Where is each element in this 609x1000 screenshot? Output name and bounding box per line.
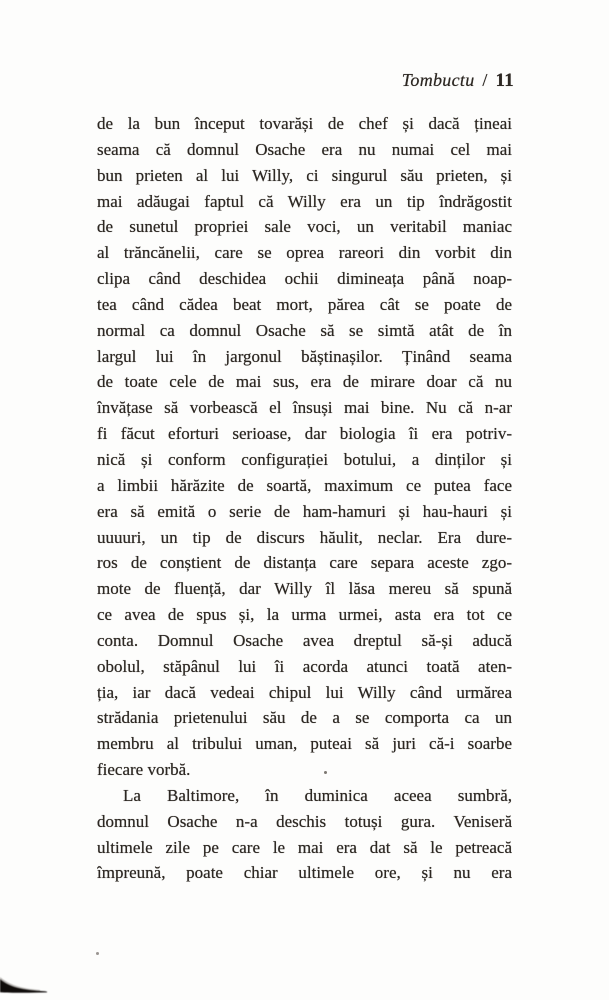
text-line: ultimele zile pe care le mai era dat să le petreacă [97,837,512,857]
text-line: seama că domnul Osache era nu numai cel mai [97,139,512,159]
text-line: de toate cele de mai sus, era de mirare doar că nu [97,372,512,392]
text-line-paragraph-start: La Baltimore, în duminica aceea sumbră, [123,785,512,805]
text-line: clipa când deschidea ochii dimineața până noap- [97,269,512,289]
text-line-paragraph-end: fiecare vorbă. [97,760,191,780]
text-line: de sunetul propriei sale voci, un veritabil maniac [97,217,512,237]
text-line: uuuuri, un tip de discurs hăulit, neclar. Era dure- [97,527,512,547]
running-head [402,70,514,92]
text-line: conta. Domnul Osache avea dreptul să-și aducă [97,630,512,650]
text-line: bun prieten al lui Willy, ci singurul său prieten, și [97,165,512,185]
text-line: ce avea de spus și, la urma urmei, asta era tot ce [97,605,512,625]
page-text [97,111,512,886]
text-line: învățase să vorbească el însuși mai bine. Nu că n-ar [97,398,512,418]
text-line: mote de fluență, dar Willy îl lăsa mereu să spună [97,579,512,599]
text-line: largul lui în jargonul băștinașilor. Ținând seama [97,346,512,366]
ink-speck [324,771,327,774]
text-line: obolul, stăpânul lui îi acorda atunci toată aten- [97,656,512,676]
text-line: era să emită o serie de ham-hamuri și hau-hauri și [97,501,512,521]
text-line: împreună, poate chiar ultimele ore, și nu era [97,863,512,883]
text-line: nică și conform configurației botului, a dinților și [97,449,512,469]
text-line: tea când cădea beat mort, părea cât se poate de [97,294,512,314]
text-line: domnul Osache n-a deschis totuși gura. Veniseră [97,811,512,831]
text-line: al trăncănelii, care se oprea rareori din vorbit din [97,243,512,263]
page-number: 11 [495,70,514,91]
text-line: strădania prietenului său de a se comporta ca un [97,708,512,728]
text-line: membru al tribului uman, puteai să juri că-i soarbe [97,734,512,754]
text-line: de la bun început tovarăși de chef și dacă țineai [97,114,512,133]
text-line: fi făcut eforturi serioase, dar biologia îi era potriv- [97,424,512,444]
text-line: ros de conștient de distanța care separa aceste zgo- [97,553,512,573]
text-line: mai adăugai faptul că Willy era un tip îndrăgostit [97,191,512,211]
text-line: normal ca domnul Osache să se simtă atât de în [97,320,512,340]
ink-speck [96,952,99,955]
scan-corner-smudge [0,976,52,994]
text-line: a limbii hărăzite de soartă, maximum ce putea face [97,475,512,495]
text-line: ția, iar dacă vedeai chipul lui Willy când urmărea [97,682,512,702]
header-separator: / [482,70,488,90]
running-title: Tombuctu [401,70,475,90]
